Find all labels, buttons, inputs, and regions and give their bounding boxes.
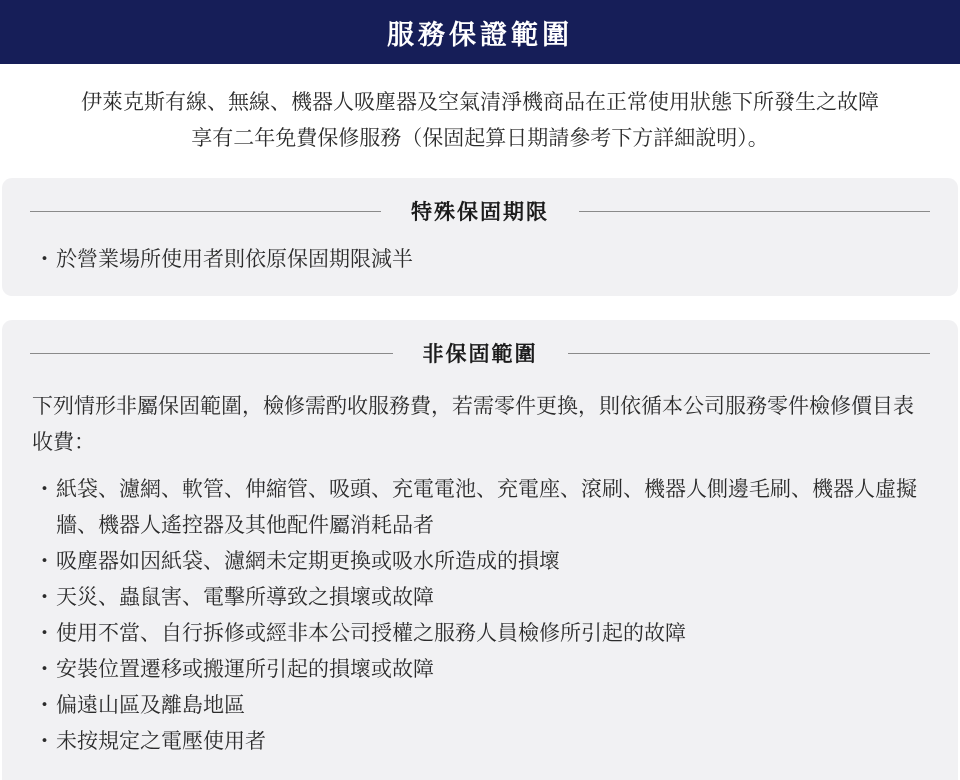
bullet-dot-icon: ・ — [34, 247, 55, 271]
list-item — [30, 543, 930, 579]
intro-line-2: 享有二年免費保修服務（保固起算日期請參考下方詳細說明）。 — [191, 126, 769, 150]
heading-divider-right — [568, 353, 931, 354]
list-item-text: 偏遠山區及離島地區 — [56, 693, 245, 717]
list-item — [30, 687, 930, 723]
bullet-dot-icon: ・ — [34, 693, 55, 717]
list-item — [30, 579, 930, 615]
special-warranty-card — [2, 178, 958, 296]
list-item-text: 安裝位置遷移或搬運所引起的損壞或故障 — [56, 657, 434, 681]
header-bar — [0, 0, 960, 64]
list-item-text: 紙袋、濾網、軟管、伸縮管、吸頭、充電電池、充電座、滾刷、機器人側邊毛刷、機器人虛擬牆、機器人遙控器及其他配件屬消耗品者 — [56, 477, 917, 537]
list-item — [30, 471, 930, 543]
list-item-text: 使用不當、自行拆修或經非本公司授權之服務人員檢修所引起的故障 — [56, 621, 686, 645]
heading-divider-left — [30, 353, 393, 354]
list-item-text: 天災、蟲鼠害、電擊所導致之損壞或故障 — [56, 585, 434, 609]
list-item — [30, 723, 930, 759]
special-warranty-title: 特殊保固期限 — [411, 200, 549, 224]
list-item-text: 吸塵器如因紙袋、濾網未定期更換或吸水所造成的損壞 — [56, 549, 560, 573]
page-title: 服務保證範圍 — [387, 19, 573, 51]
bullet-dot-icon: ・ — [34, 585, 55, 609]
exclusions-description: 下列情形非屬保固範圍，檢修需酌收服務費，若需零件更換，則依循本公司服務零件檢修價目表收費： — [32, 394, 914, 454]
bullet-dot-icon: ・ — [34, 549, 55, 573]
list-item-text: 未按規定之電壓使用者 — [56, 729, 266, 753]
intro-line-1: 伊萊克斯有線、無線、機器人吸塵器及空氣清淨機商品在正常使用狀態下所發生之故障 — [81, 90, 879, 114]
list-item — [30, 241, 930, 277]
intro-text — [0, 84, 960, 156]
heading-divider-left — [30, 211, 381, 212]
bullet-dot-icon: ・ — [34, 729, 55, 753]
exclusions-title: 非保固範圍 — [422, 342, 538, 366]
list-item — [30, 651, 930, 687]
heading-divider-right — [579, 211, 930, 212]
bullet-dot-icon: ・ — [34, 477, 55, 501]
bullet-dot-icon: ・ — [34, 657, 55, 681]
list-item-text: 於營業場所使用者則依原保固期限減半 — [56, 247, 413, 271]
special-warranty-heading — [2, 196, 958, 226]
list-item — [30, 615, 930, 651]
exclusions-heading — [2, 338, 958, 368]
exclusions-list — [30, 471, 930, 759]
bullet-dot-icon: ・ — [34, 621, 55, 645]
special-warranty-list — [30, 241, 930, 277]
